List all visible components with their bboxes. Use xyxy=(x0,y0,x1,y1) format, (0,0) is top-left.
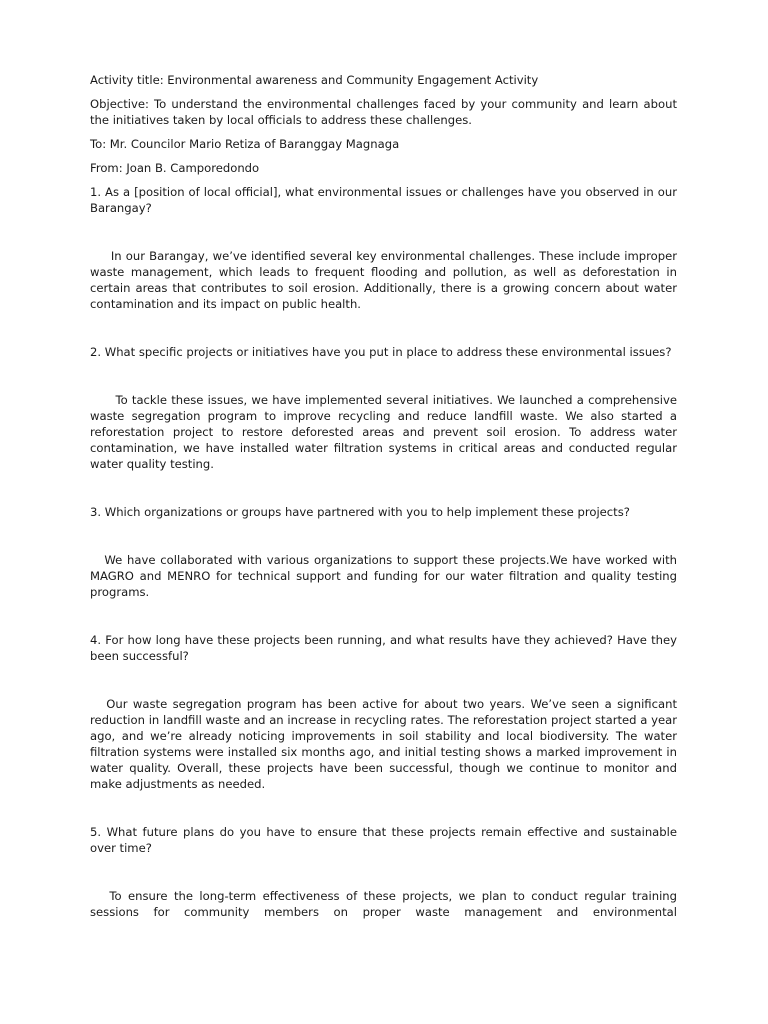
question-4: 4. For how long have these projects been running, and what results have they achieved? Have they been successful? xyxy=(90,633,677,663)
document-page xyxy=(90,72,677,952)
question-5: 5. What future plans do you have to ensure that these projects remain effective and sustainable over time? xyxy=(90,825,677,855)
question-3: 3. Which organizations or groups have partnered with you to help implement these projects? xyxy=(90,505,630,519)
objective: Objective: To understand the environmental challenges faced by your community and learn about the initiatives taken by local officials to address these challenges. xyxy=(90,97,677,127)
answer-3-text: We have collaborated with various organizations to support these projects.We have worked with MAGRO and MENRO for technical support and funding for our water filtration and quality testing programs. xyxy=(90,553,677,599)
answer-4 xyxy=(90,696,677,792)
answer-1 xyxy=(90,248,677,312)
sender: From: Joan B. Camporedondo xyxy=(90,161,260,175)
answer-5 xyxy=(90,888,677,920)
answer-4-text: Our waste segregation program has been active for about two years. We’ve seen a significant reduction in landfill waste and an increase in recycling rates. The reforestation project started a year ago, and we’re already noticing improvements in soil stability and local biodiversity. The water filtration systems were installed six months ago, and initial testing shows a marked improvement in water quality. Overall, these projects have been successful, though we continue to monitor and make adjustments as needed. xyxy=(90,697,677,791)
answer-5-text: To ensure the long-term effectiveness of these projects, we plan to conduct regular training sessions for community members on proper waste management and environmental xyxy=(90,889,677,919)
answer-2-text: To tackle these issues, we have implemented several initiatives. We launched a comprehensive waste segregation program to improve recycling and reduce landfill waste. We also started a reforestation project to restore deforested areas and prevent soil erosion. To address water contamination, we have installed water filtration systems in critical areas and conducted regular water quality testing. xyxy=(90,393,677,471)
answer-2 xyxy=(90,392,677,472)
activity-title: Activity title: Environmental awareness and Community Engagement Activity xyxy=(90,73,539,87)
question-2: 2. What specific projects or initiatives have you put in place to address these environmental issues? xyxy=(90,345,672,359)
addressee: To: Mr. Councilor Mario Retiza of Baranggay Magnaga xyxy=(90,137,400,151)
answer-3 xyxy=(90,552,677,600)
answer-1-text: In our Barangay, we’ve identified several key environmental challenges. These include improper waste management, which leads to frequent flooding and pollution, as well as deforestation in certain areas that contributes to soil erosion. Additionally, there is a growing concern about water contamination and its impact on public health. xyxy=(90,249,677,311)
question-1: 1. As a [position of local official], what environmental issues or challenges have you observed in our Barangay? xyxy=(90,185,677,215)
